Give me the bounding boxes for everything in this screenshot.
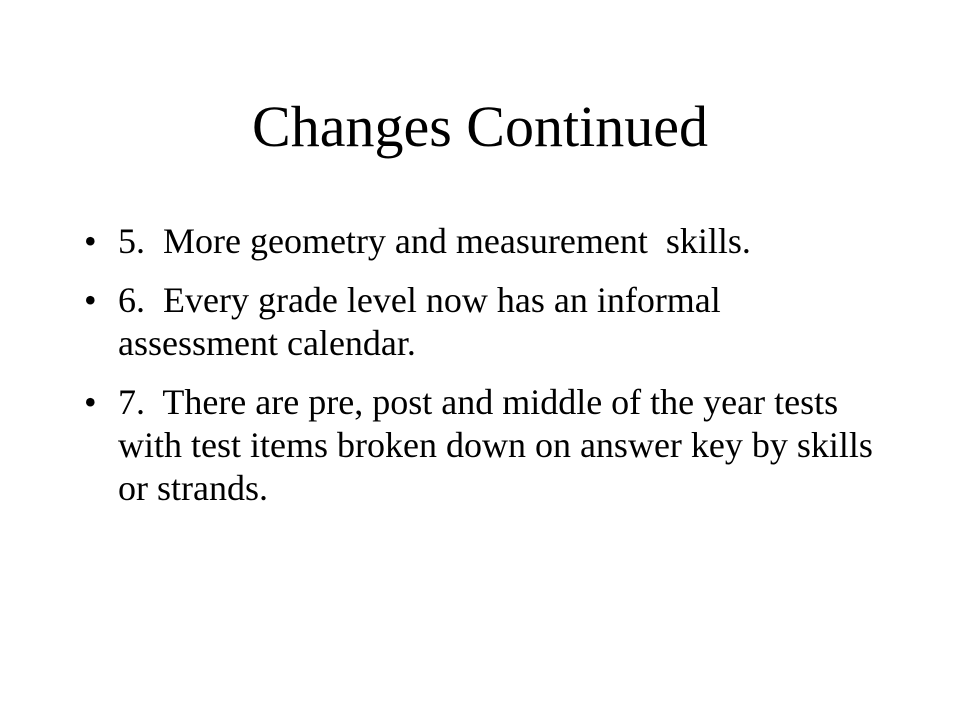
bullet-dot-icon: • bbox=[84, 280, 97, 320]
bullet-list bbox=[84, 220, 884, 526]
bullet-item bbox=[84, 220, 884, 263]
bullet-item bbox=[84, 279, 884, 365]
bullet-item bbox=[84, 381, 884, 510]
bullet-dot-icon: • bbox=[84, 382, 97, 422]
bullet-text: 6. Every grade level now has an informal assessment calendar. bbox=[118, 280, 730, 363]
bullet-dot-icon: • bbox=[84, 221, 97, 261]
bullet-text: 7. There are pre, post and middle of the year tests with test items broken down on answer key by skills or strands. bbox=[118, 382, 882, 508]
slide-title: Changes Continued bbox=[252, 94, 708, 159]
bullet-text: 5. More geometry and measurement skills. bbox=[118, 221, 751, 261]
